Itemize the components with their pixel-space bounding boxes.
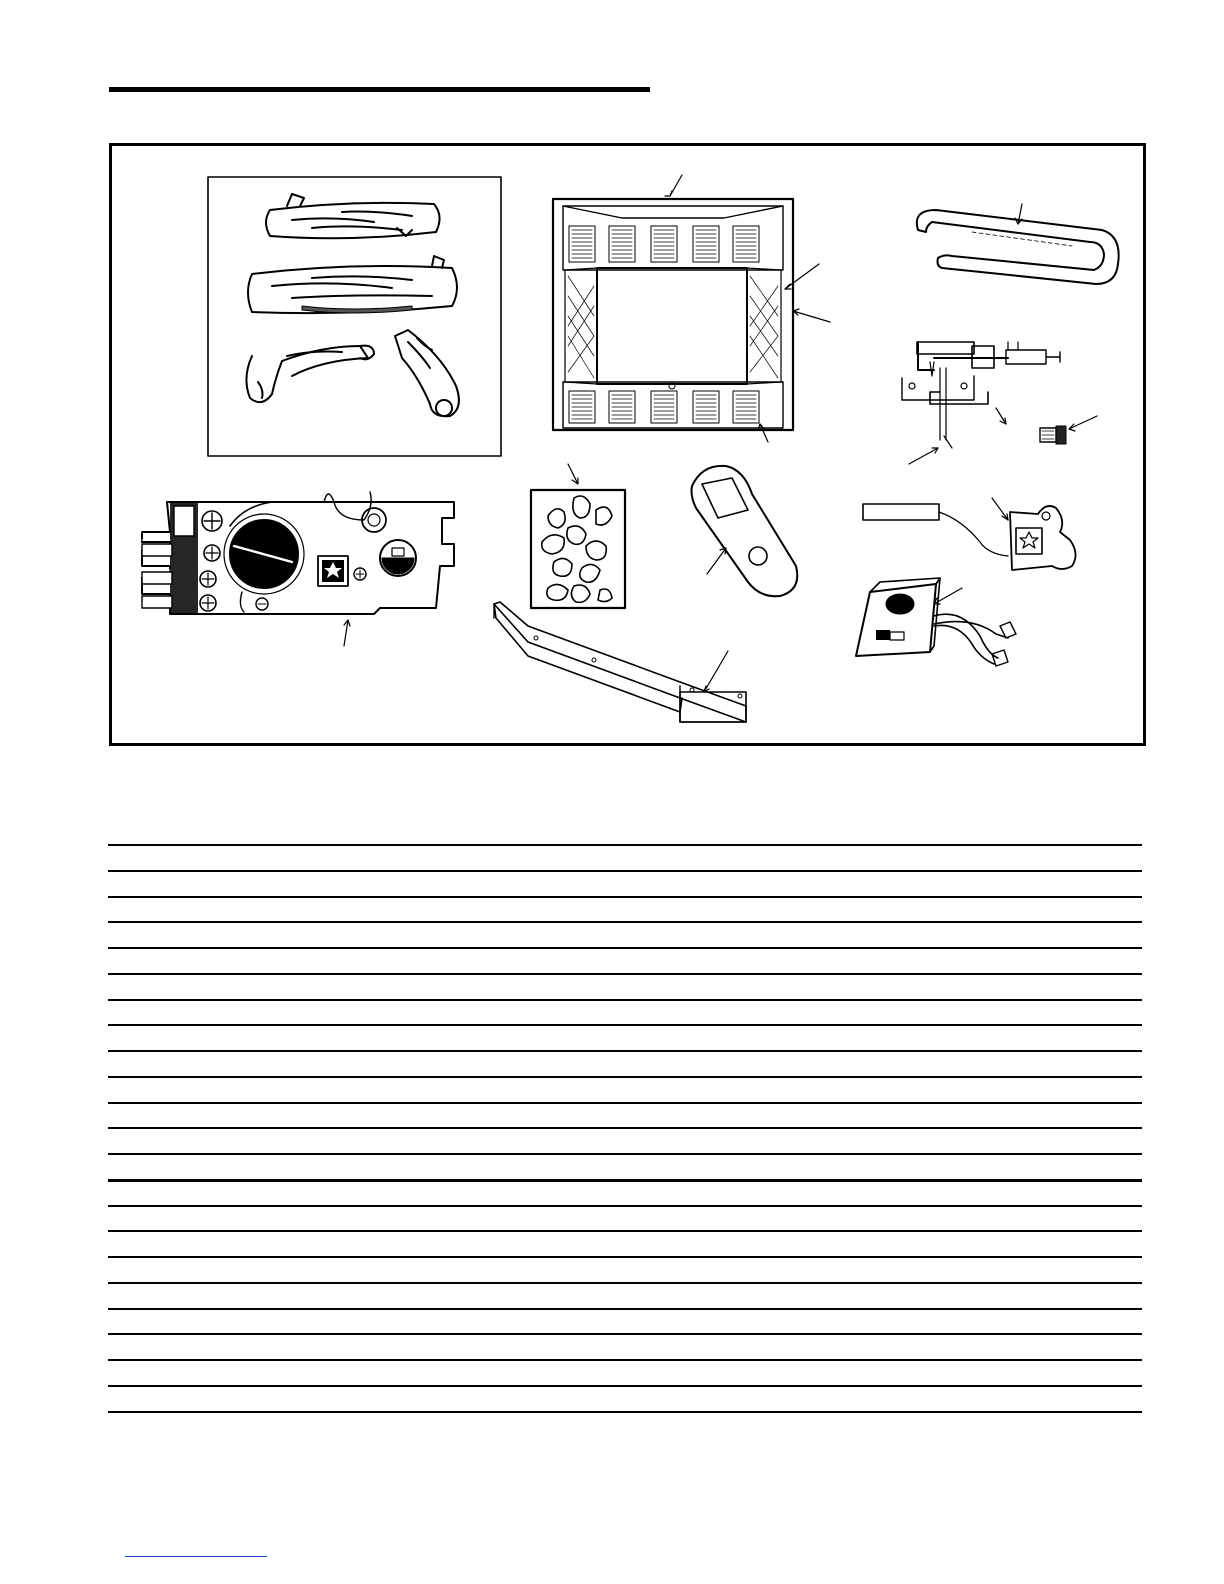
table-row-rule	[108, 896, 1142, 898]
table-row-rule	[108, 1050, 1142, 1052]
table-row-rule	[108, 1282, 1142, 1284]
parts-illustration	[112, 146, 1143, 743]
title-rule	[109, 87, 650, 92]
thermostat-bulb-sensor-illustration	[863, 498, 1076, 570]
table-row-rule	[108, 1230, 1142, 1232]
table-row-rule	[108, 1076, 1142, 1078]
remote-control-transmitter-illustration	[692, 466, 798, 596]
burner-tube-illustration	[917, 204, 1119, 284]
log-set-illustration	[208, 177, 501, 456]
table-row-rule	[108, 1359, 1142, 1361]
table-row-rule	[108, 1411, 1142, 1413]
table-row-rule	[108, 947, 1142, 949]
table-row-rule	[108, 1308, 1142, 1310]
receiver-box-illustration	[856, 578, 1016, 666]
table-row-rule	[108, 973, 1142, 975]
table-row-rule	[108, 1102, 1142, 1104]
table-row-rule	[108, 1385, 1142, 1387]
table-row-rule	[108, 1153, 1142, 1155]
table-row-rule	[108, 999, 1142, 1001]
fitting-illustration	[1040, 416, 1097, 444]
table-row-rule	[108, 1127, 1142, 1129]
pilot-assembly-illustration	[902, 342, 1060, 464]
footer-link-underline	[125, 1556, 267, 1557]
table-row-rule	[108, 1205, 1142, 1207]
table-row-rule	[108, 870, 1142, 872]
table-row-rule	[108, 1024, 1142, 1026]
parts-illustration-frame	[109, 143, 1146, 746]
table-row-rule	[108, 921, 1142, 923]
table-row-rule	[108, 1333, 1142, 1335]
table-row-rule	[108, 1179, 1142, 1182]
base-trim-illustration	[494, 602, 746, 722]
table-row-rule	[108, 1256, 1142, 1258]
gas-control-valve-illustration	[142, 492, 454, 646]
lava-rock-set-illustration	[531, 464, 625, 608]
table-row-rule	[108, 844, 1142, 846]
